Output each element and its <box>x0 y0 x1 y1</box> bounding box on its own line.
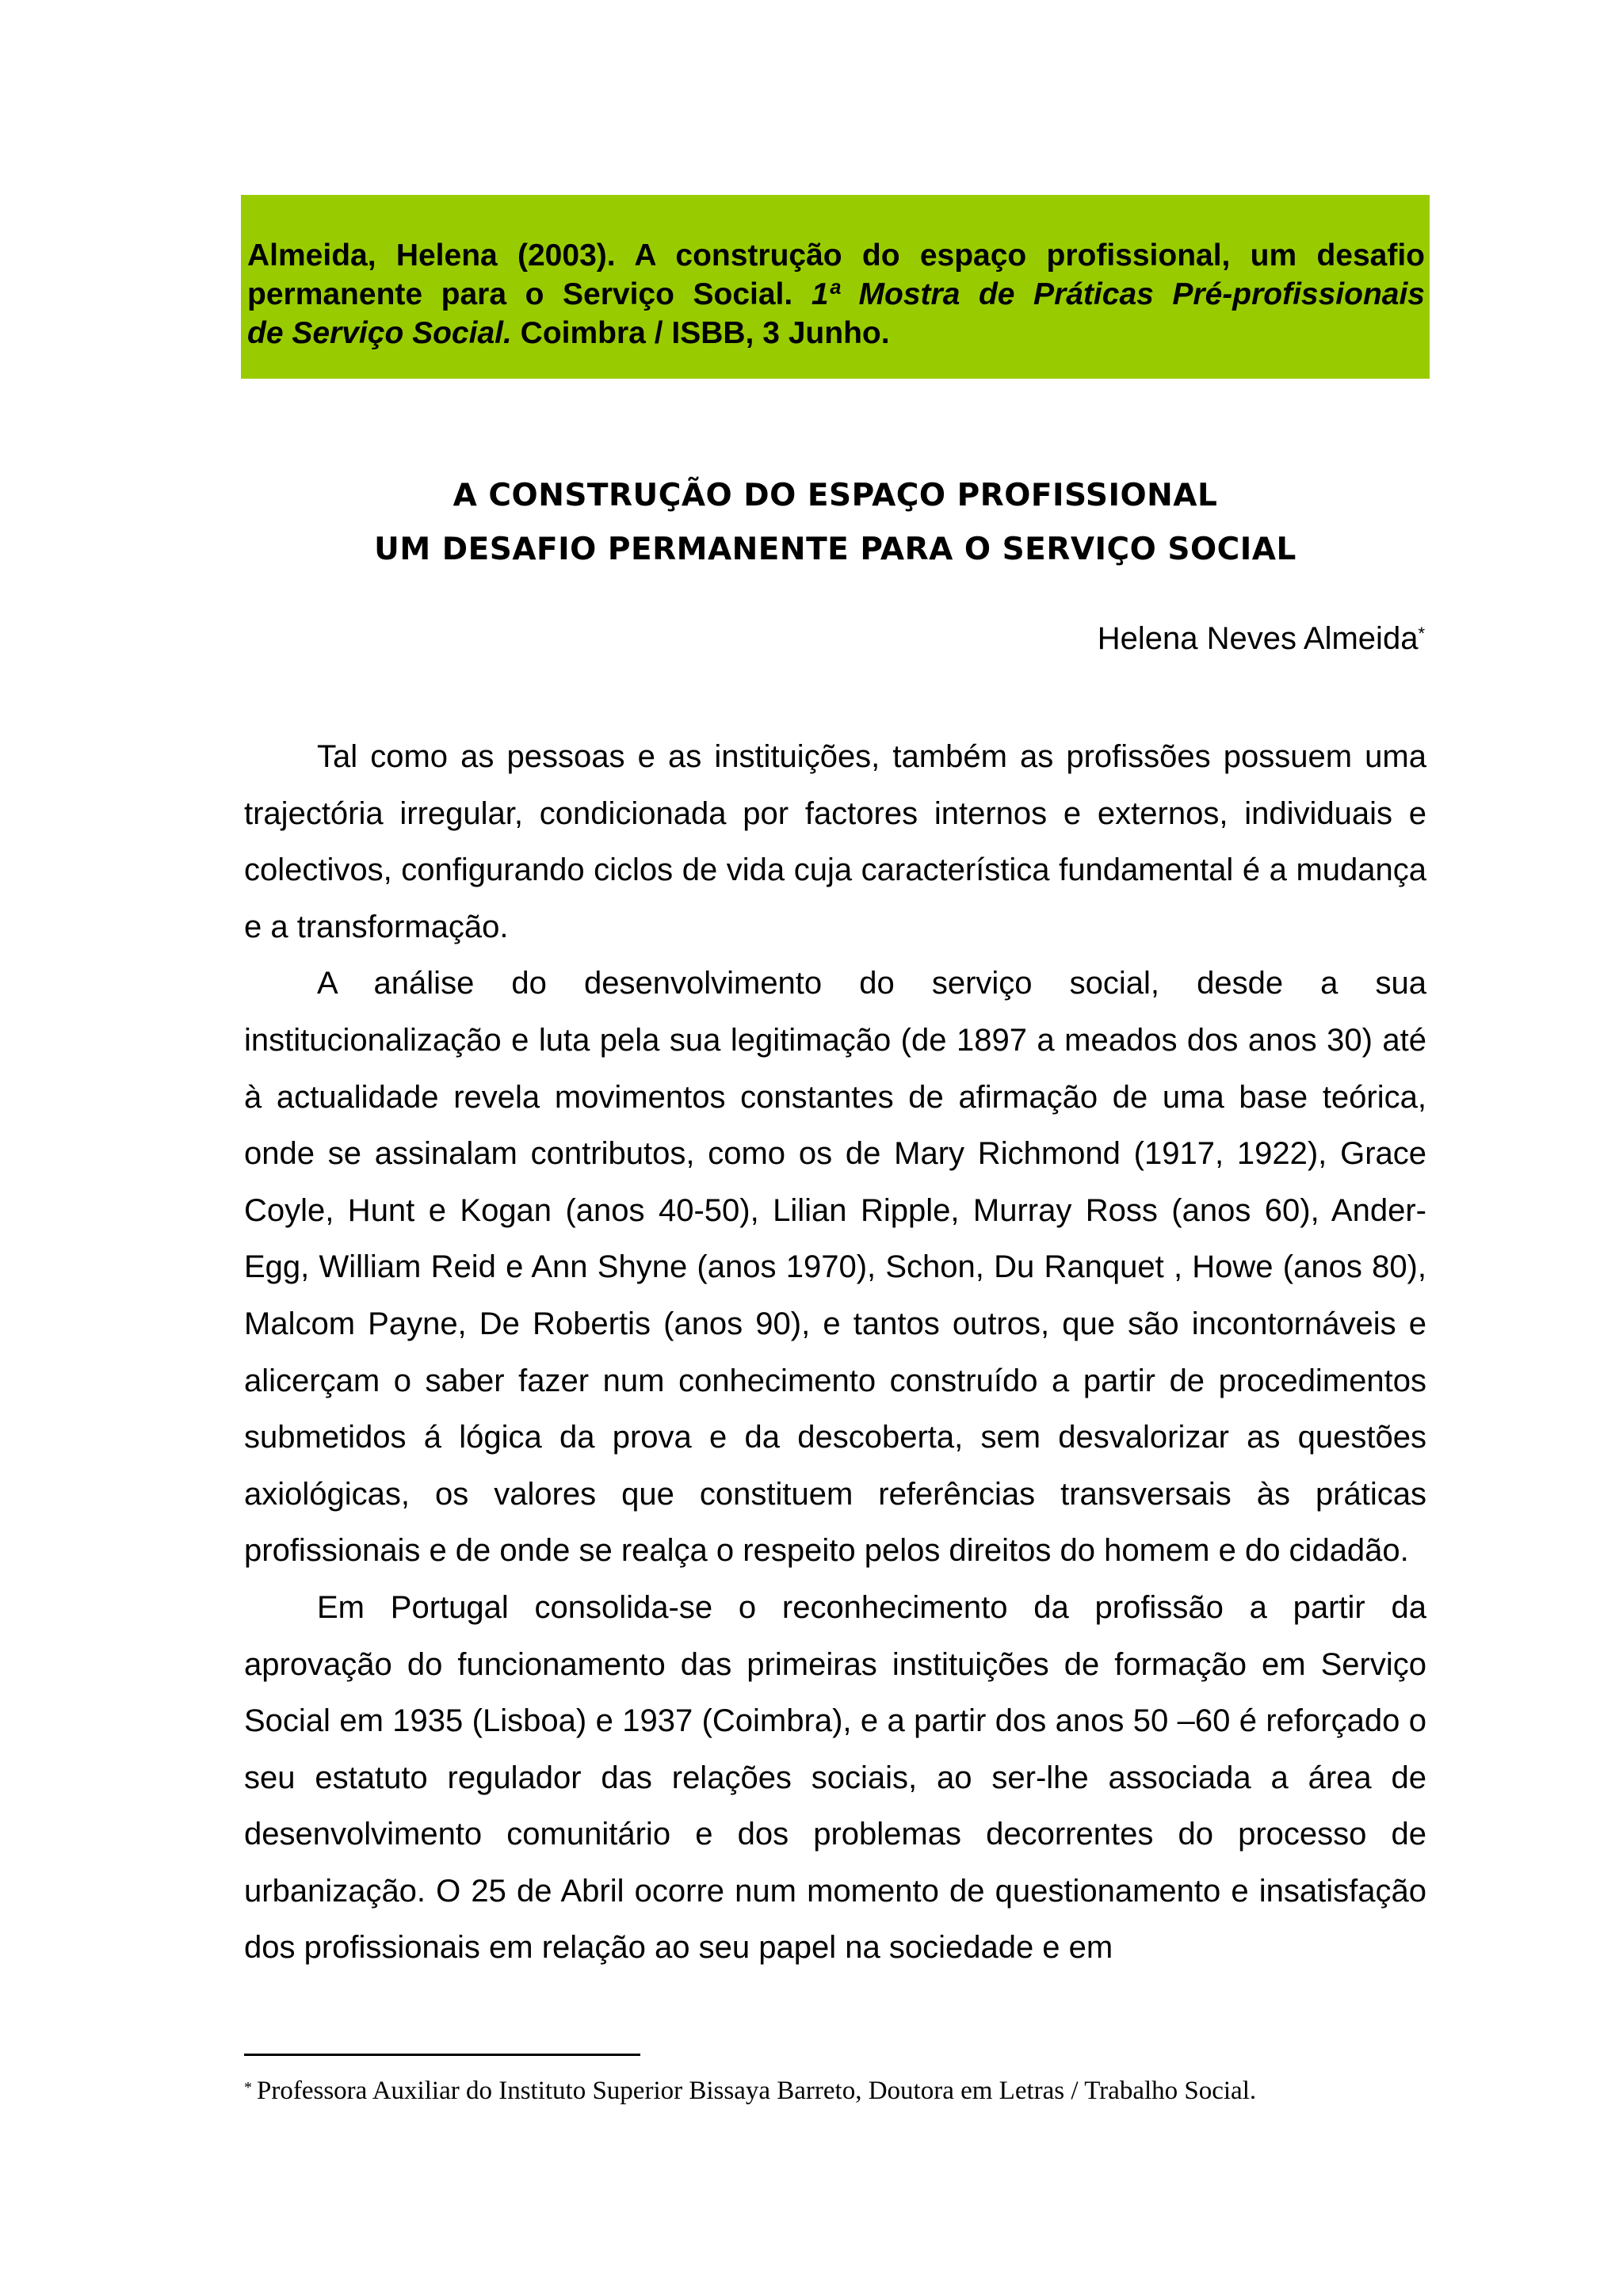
footnote-separator <box>244 2054 640 2056</box>
citation-event-title: 1ª Mostra de Práticas Pré-profissionais <box>811 277 1425 311</box>
citation-place-date: Coimbra / ISBB, 3 Junho. <box>520 316 890 350</box>
citation-line-2-normal: permanente para o Serviço Social. <box>247 277 793 311</box>
citation-line-2 <box>247 275 1425 314</box>
author-name: Helena Neves Almeida <box>1097 621 1419 656</box>
paragraph-1: Tal como as pessoas e as instituições, também as profissões possuem uma trajectória irregular, condicionada por factores internos e externos, individuais e colectivos, configurando ciclos de vida cuja característica fundamental é a mudança e a transformação. <box>244 739 1426 944</box>
footnote <box>244 2074 1433 2107</box>
paragraph-2: A análise do desenvolvimento do serviço social, desde a sua institucionalização e luta pela sua legitimação (de 1897 a meados dos anos 30) até à actualidade revela movimentos constantes de afirmação de uma base teórica, onde se assinalam contributos, como os de Mary Richmond (1917, 1922), Grace Coyle, Hunt e Kogan (anos 40-50), Lilian Ripple, Murray Ross (anos 60), Ander-Egg, William Reid e Ann Shyne (anos 1970), Schon, Du Ranquet , Howe (anos 80), Malcom Payne, De Robertis (anos 90), e tantos outros, que são incontornáveis e alicerçam o saber fazer num conhecimento construído a partir de procedimentos submetidos á lógica da prova e da descoberta, sem desvalorizar as questões axiológicas, os valores que constituem referências transversais às práticas profissionais e de onde se realça o respeito pelos direitos do homem e do cidadão. <box>244 966 1426 1569</box>
citation-line-1: Almeida, Helena (2003). A construção do espaço profissional, um desafio <box>247 238 1425 273</box>
footnote-mark: * <box>244 2079 252 2096</box>
citation-event-title-cont: de Serviço Social. <box>247 316 512 350</box>
footnote-text: Professora Auxiliar do Instituto Superior Bissaya Barreto, Doutora em Letras / Trabalho Social. <box>257 2077 1257 2105</box>
document-title <box>241 469 1430 577</box>
citation-line-3 <box>247 314 1425 353</box>
title-line-1: A CONSTRUÇÃO DO ESPAÇO PROFISSIONAL <box>453 478 1218 513</box>
author-byline <box>1098 620 1425 658</box>
author-footnote-mark: * <box>1418 624 1425 643</box>
citation-box <box>241 195 1430 379</box>
body-text <box>244 729 1426 1977</box>
paragraph-3: Em Portugal consolida-se o reconhecimento da profissão a partir da aprovação do funcionamento das primeiras instituições de formação em Serviço Social em 1935 (Lisboa) e 1937 (Coimbra), e a partir dos anos 50 –60 é reforçado o seu estatuto regulador das relações sociais, ao ser-lhe associada a área de desenvolvimento comunitário e dos problemas decorrentes do processo de urbanização. O 25 de Abril ocorre num momento de questionamento e insatisfação dos profissionais em relação ao seu papel na sociedade e em <box>244 1589 1426 1966</box>
title-line-2: UM DESAFIO PERMANENTE PARA O SERVIÇO SOCIAL <box>374 532 1296 567</box>
